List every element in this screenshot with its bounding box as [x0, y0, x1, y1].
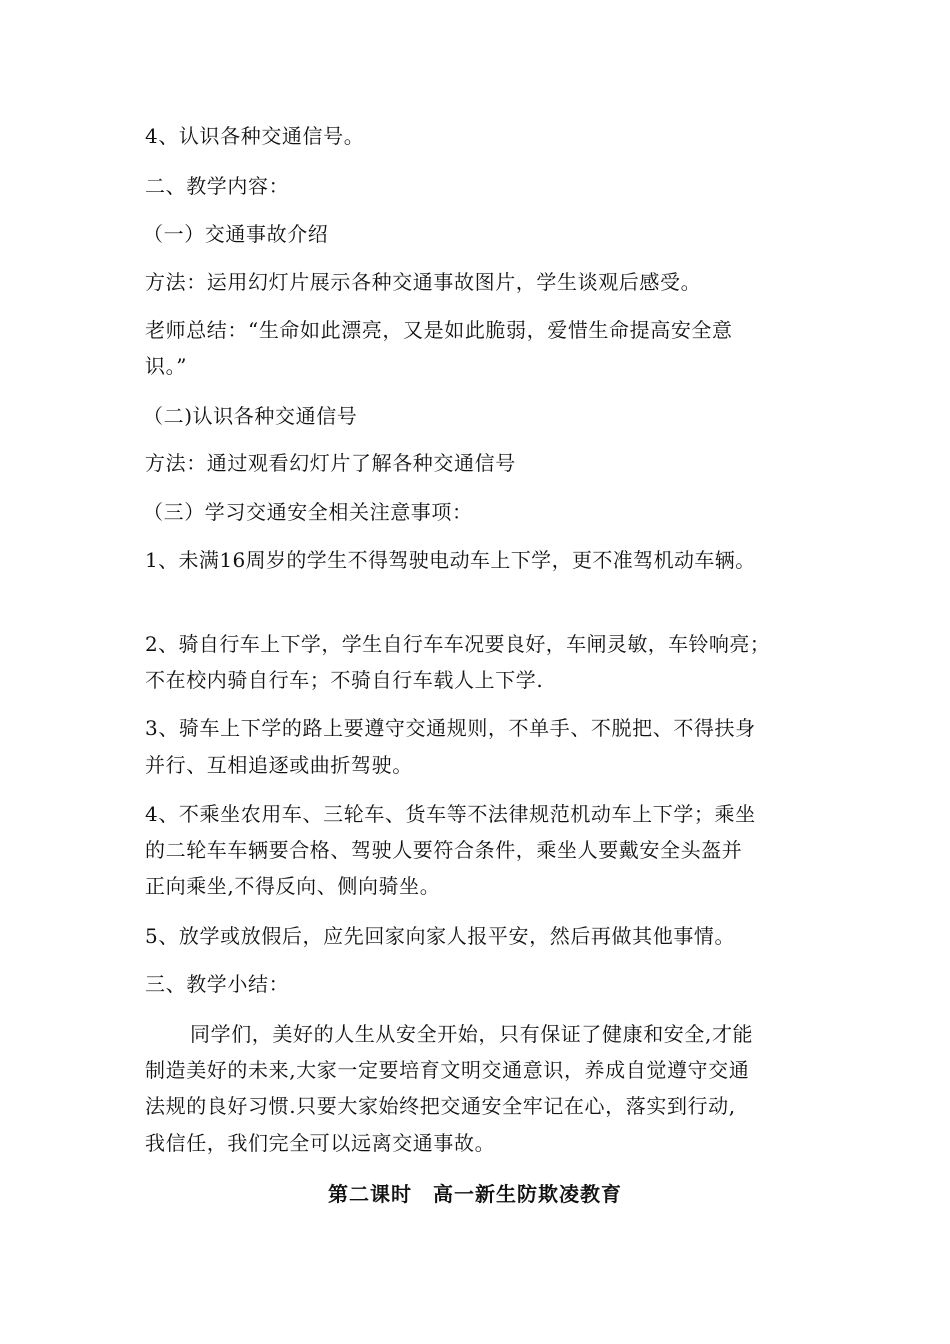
summary-paragraph-line-1: 同学们，美好的人生从安全开始，只有保证了健康和安全,才能 [190, 1022, 754, 1046]
rule-item-4-cont-2: 正向乘坐,不得反向、侧向骑坐。 [145, 874, 441, 898]
list-item-traffic-signals: 4、认识各种交通信号。 [145, 124, 365, 148]
rule-item-4: 4、不乘坐农用车、三轮车、货车等不法律规范机动车上下学；乘坐 [145, 802, 756, 826]
paragraph-teacher-summary: 老师总结：“生命如此漂亮，又是如此脆弱，爱惜生命提高安全意 [145, 318, 733, 342]
paragraph-method-2: 方法：通过观看幻灯片了解各种交通信号 [145, 451, 516, 475]
rule-item-2-cont: 不在校内骑自行车；不骑自行车载人上下学. [145, 668, 544, 692]
subheading-accident-intro: （一）交通事故介绍 [143, 222, 329, 246]
paragraph-teacher-summary-cont: 识。” [145, 354, 188, 378]
rule-item-5: 5、放学或放假后，应先回家向家人报平安，然后再做其他事情。 [145, 924, 736, 948]
rule-item-3-cont: 并行、互相追逐或曲折驾驶。 [145, 753, 413, 777]
rule-item-1: 1、未满16周岁的学生不得驾驶电动车上下学，更不准驾机动车辆。 [145, 548, 756, 572]
summary-paragraph-line-4: 我信任，我们完全可以远离交通事故。 [145, 1131, 496, 1155]
subheading-signals: （二)认识各种交通信号 [143, 404, 358, 428]
rule-item-4-cont-1: 的二轮车车辆要合格、驾驶人要符合条件，乘坐人要戴安全头盔并 [145, 838, 743, 862]
lesson-title: 第二课时 高一新生防欺凌教育 [328, 1182, 622, 1206]
summary-paragraph-line-3: 法规的良好习惯.只要大家始终把交通安全牢记在心，落实到行动, [145, 1094, 736, 1118]
rule-item-3: 3、骑车上下学的路上要遵守交通规则，不单手、不脱把、不得扶身 [145, 716, 756, 740]
subheading-precautions: （三）学习交通安全相关注意事项： [143, 500, 473, 524]
rule-item-2: 2、骑自行车上下学，学生自行车车况要良好，车闸灵敏，车铃响亮； [145, 632, 771, 656]
section-heading-summary: 三、教学小结： [145, 972, 290, 996]
paragraph-method-1: 方法：运用幻灯片展示各种交通事故图片，学生谈观后感受。 [145, 270, 702, 294]
section-heading-content: 二、教学内容： [145, 174, 290, 198]
summary-paragraph-line-2: 制造美好的未来,大家一定要培育文明交通意识，养成自觉遵守交通 [145, 1058, 750, 1082]
